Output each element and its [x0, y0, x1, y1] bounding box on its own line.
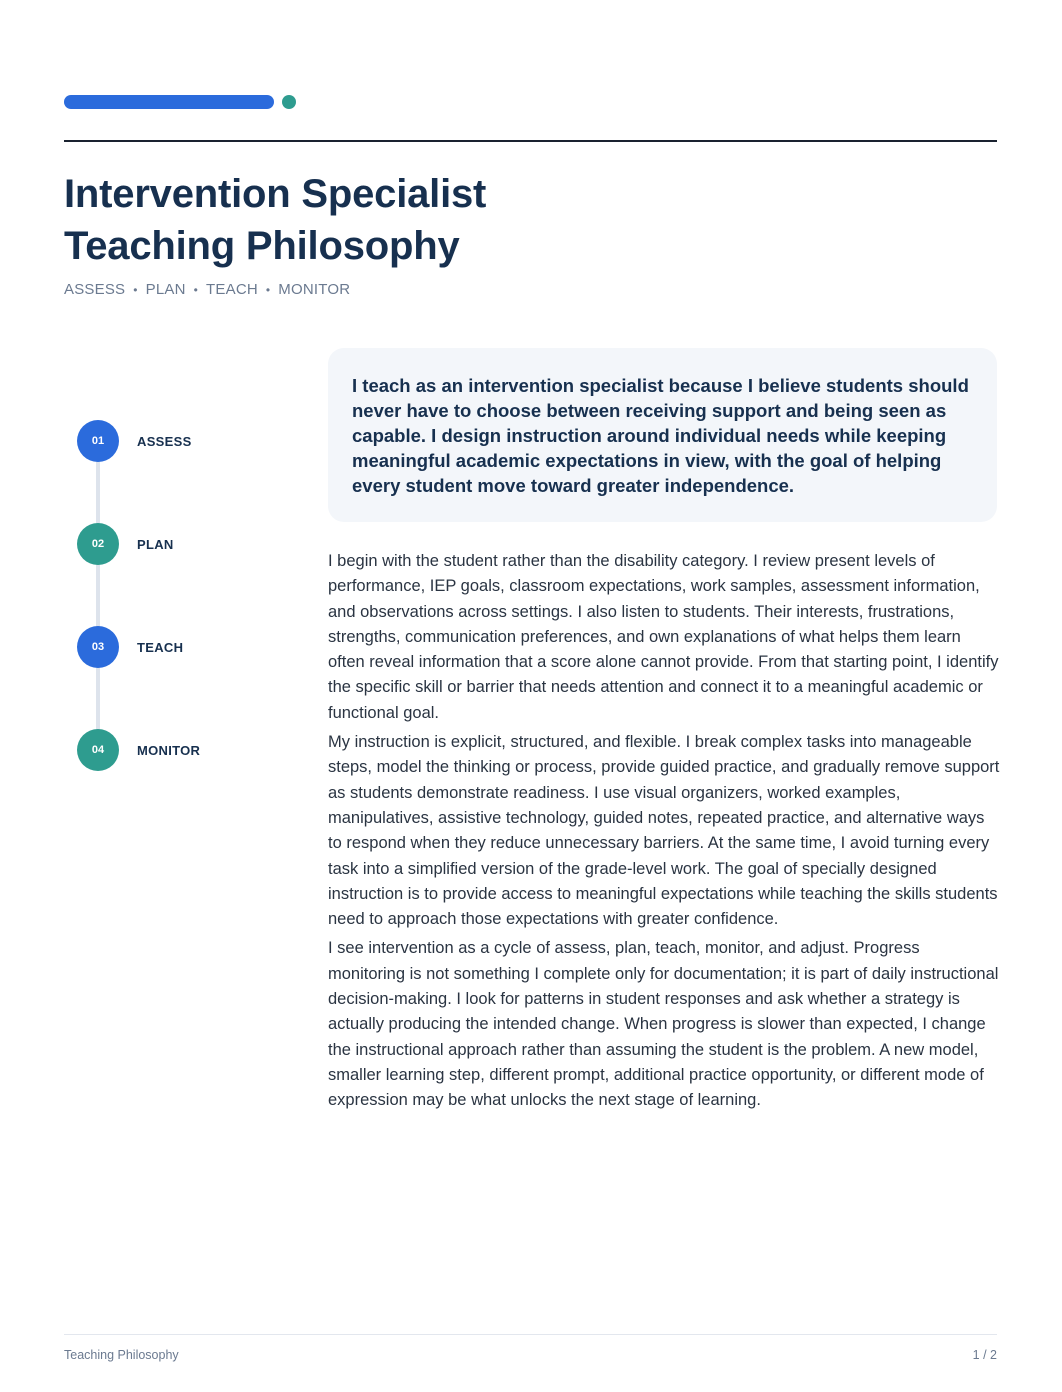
footer-page-number: 1 / 2 [972, 1348, 997, 1362]
body-paragraph-2: My instruction is explicit, structured, and flexible. I break complex tasks into manageable steps, model the thinking or process, provide guided practice, and gradually remove support as students demonstrate readiness. I use visual organizers, worked examples, manipulatives, assistive technology, guided notes, repeated practice, and alternative ways to respond when they reduce unnecessary barriers. At the same time, I avoid turning every task into a simplified version of the grade-level work. The goal of specially designed instruction is to provide access to meaningful expectations while teaching the skills students need to approach those expectations with greater confidence. [328, 733, 1000, 929]
step-number-badge: 04 [77, 729, 119, 771]
subtitle-separator: • [265, 283, 271, 297]
subtitle-item-teach: TEACH [206, 281, 258, 298]
header-divider [64, 140, 997, 142]
page-title-line-1: Intervention Specialist [64, 172, 487, 216]
body-paragraph-1: I begin with the student rather than the disability category. I review present levels of performance, IEP goals, classroom expectations, work samples, assessment information, and observations across settings. I also listen to students. Their interests, frustrations, strengths, communication preferences, and own explanations of what helps them learn often reveal information that a score alone cannot provide. From that starting point, I identify the specific skill or barrier that needs attention and connect it to a meaningful academic or functional goal. [328, 552, 999, 722]
timeline-step-plan [77, 523, 174, 565]
philosophy-callout [328, 348, 997, 522]
step-label: MONITOR [137, 742, 201, 758]
timeline-step-monitor [77, 729, 200, 771]
subtitle-separator: • [193, 283, 199, 297]
subtitle-item-monitor: MONITOR [278, 281, 351, 298]
footer-divider [64, 1334, 997, 1335]
step-label: TEACH [137, 639, 184, 655]
accent-bar [64, 95, 274, 109]
timeline-step-teach [77, 626, 183, 668]
step-number-badge: 01 [77, 420, 119, 462]
process-timeline [64, 420, 304, 780]
step-number-badge: 03 [77, 626, 119, 668]
footer-document-title: Teaching Philosophy [64, 1348, 179, 1362]
subtitle-item-assess: ASSESS [64, 281, 126, 298]
subtitle-separator: • [133, 283, 138, 297]
callout-text: I teach as an intervention specialist because I believe students should never have to choose between receiving support and being seen as capable. I design instruction around individual needs while keeping meaningful academic expectations in view, with the goal of helping every student move toward greater independence. [352, 375, 969, 496]
step-label: ASSESS [137, 433, 192, 449]
body-paragraph-3: I see intervention as a cycle of assess, plan, teach, monitor, and adjust. Progress monitoring is not something I complete only for documentation; it is part of daily instructional decision-making. I look for patterns in student responses and ask whether a strategy is actually producing the intended change. When progress is slower than expected, I change the instructional approach rather than assuming the student is the problem. A new model, smaller learning step, different prompt, additional practice opportunity, or different mode of expression may be what unlocks the next stage of learning. [328, 939, 999, 1110]
timeline-connector [96, 442, 100, 752]
step-label: PLAN [137, 536, 174, 552]
body-text [328, 549, 1000, 1118]
page-subtitle [64, 281, 350, 298]
accent-dot [282, 95, 296, 109]
page-title-line-2: Teaching Philosophy [64, 224, 460, 268]
page-title [64, 168, 486, 272]
subtitle-item-plan: PLAN [145, 281, 186, 298]
timeline-step-assess [77, 420, 192, 462]
step-number-badge: 02 [77, 523, 119, 565]
